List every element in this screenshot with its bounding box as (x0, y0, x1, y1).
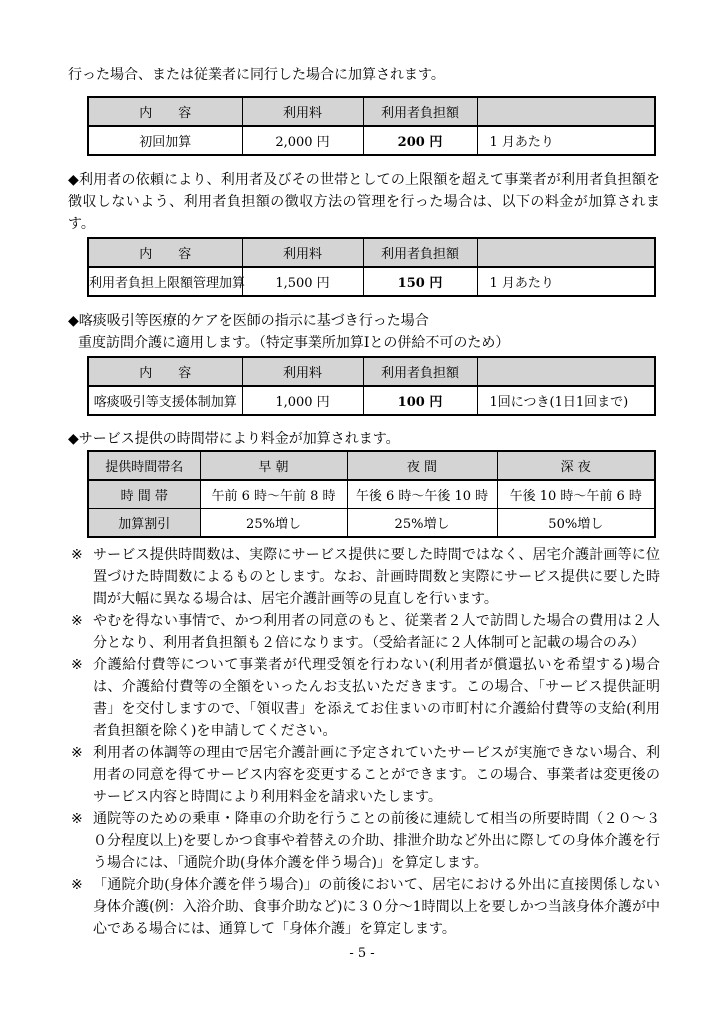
row-label-surcharge: 加算割引 (88, 509, 200, 538)
note-text: 介護給付費等について事業者が代理受領を行わない(利用者が償還払いを希望する)場合は、介護給付費等の全額をいったんお支払いただきます。この場合、「サービス提供証明書」を交付しますので、「領収書」を添えてお住まいの市町村に介護給付費等の支給(利用者負担額を除く)を申請してください。 (93, 657, 660, 739)
section-heading-upper-limit: ◆利用者の依頼により、利用者及びその世帯としての上限額を超えて事業者が利用者負担額を徴収しないよう、利用者負担額の徴収方法の管理を行った場合は、以下の料金が加算されます。 (68, 172, 660, 232)
col-header-burden: 利用者負担額 (363, 97, 477, 126)
table-header-row (88, 451, 655, 480)
cell-fee: 1,000 円 (242, 386, 363, 415)
cell-unit: 1 月あたり (477, 267, 655, 296)
cell-unit: 1 月あたり (477, 126, 655, 155)
time-band-table (87, 450, 656, 538)
cell-burden: 200 円 (363, 126, 477, 155)
col-header-burden: 利用者負担額 (363, 357, 477, 386)
section-heading-time-band: ◆サービス提供の時間帯により料金が加算されます。 (68, 431, 400, 447)
table-row (88, 386, 655, 415)
note-item (68, 742, 660, 808)
col-header-night: 深 夜 (497, 451, 655, 480)
note-marker: ※ (71, 657, 83, 673)
upper-limit-fee-table (87, 237, 656, 297)
col-header-burden: 利用者負担額 (363, 238, 477, 267)
note-marker: ※ (71, 613, 83, 629)
note-text: やむを得ない事情で、かつ利用者の同意のもと、従業者２人で訪問した場合の費用は２人分となり、利用者負担額も２倍になります。（受給者証に２人体制可と記載の場合のみ） (93, 613, 660, 651)
cell-burden: 100 円 (363, 386, 477, 415)
cell-fee: 1,500 円 (242, 267, 363, 296)
col-header-unit (477, 357, 655, 386)
table-row (88, 267, 655, 296)
col-header-unit (477, 238, 655, 267)
note-item (68, 808, 660, 874)
note-marker: ※ (71, 811, 83, 827)
section-heading-suction-line2: 重度訪問介護に適用します。（特定事業所加算Ⅰとの併給不可のため） (78, 335, 510, 351)
suction-support-fee-table (87, 356, 656, 416)
note-item (68, 874, 660, 940)
cell-content: 初回加算 (88, 126, 242, 155)
note-text: サービス提供時間数は、実際にサービス提供に要した時間ではなく、居宅介護計画等に位置づけた時間数によるものとします。なお、計画時間数と実際にサービス提供に要した時間が大幅に異なる場合は、居宅介護計画等の見直しを行います。 (93, 547, 660, 607)
note-text: 利用者の体調等の理由で居宅介護計画に予定されていたサービスが実施できない場合、利用者の同意を得てサービス内容を変更することができます。この場合、事業者は変更後のサービス内容と時間により利用料金を請求いたします。 (93, 745, 660, 805)
intro-line: 行った場合、または従業者に同行した場合に加算されます。 (68, 67, 445, 83)
corner-header: 提供時間帯名 (88, 451, 200, 480)
table-header-row (88, 357, 655, 386)
table-header-row (88, 97, 655, 126)
cell-time-morning: 午前 6 時～午前 8 時 (200, 480, 347, 509)
page-number: - 5 - (349, 946, 375, 961)
cell-time-evening: 午後 6 時～午後 10 時 (347, 480, 497, 509)
table-row-surcharge (88, 509, 655, 538)
col-header-morning: 早 朝 (200, 451, 347, 480)
initial-addition-fee-table (87, 96, 656, 156)
cell-rate-morning: 25%増し (200, 509, 347, 538)
notes-list (68, 544, 660, 940)
note-marker: ※ (71, 877, 83, 893)
note-item (68, 544, 660, 610)
col-header-fee: 利用料 (242, 357, 363, 386)
cell-burden: 150 円 (363, 267, 477, 296)
table-row-time-band (88, 480, 655, 509)
cell-fee: 2,000 円 (242, 126, 363, 155)
col-header-content: 内 容 (88, 238, 242, 267)
section-heading-suction-line1: ◆喀痰吸引等医療的ケアを医師の指示に基づき行った場合 (68, 313, 429, 329)
col-header-evening: 夜 間 (347, 451, 497, 480)
col-header-fee: 利用料 (242, 238, 363, 267)
cell-rate-night: 50%増し (497, 509, 655, 538)
table-row (88, 126, 655, 155)
col-header-content: 内 容 (88, 97, 242, 126)
table-header-row (88, 238, 655, 267)
row-label-time-band: 時 間 帯 (88, 480, 200, 509)
col-header-unit (477, 97, 655, 126)
note-item (68, 610, 660, 654)
cell-unit: 1回につき(1日1回まで) (477, 386, 655, 415)
note-marker: ※ (71, 547, 83, 563)
col-header-content: 内 容 (88, 357, 242, 386)
col-header-fee: 利用料 (242, 97, 363, 126)
cell-time-night: 午後 10 時～午前 6 時 (497, 480, 655, 509)
cell-content: 喀痰吸引等支援体制加算 (88, 386, 242, 415)
note-item (68, 654, 660, 742)
cell-rate-evening: 25%増し (347, 509, 497, 538)
note-text: 「通院介助(身体介護を伴う場合)」の前後において、居宅における外出に直接関係しない身体介護(例：入浴介助、食事介助など)に３０分～1時間以上を要しかつ当該身体介護が中心である場合には、通算して「身体介護」を算定します。 (93, 877, 660, 937)
cell-content: 利用者負担上限額管理加算 (88, 267, 242, 296)
note-text: 通院等のための乗車・降車の介助を行うことの前後に連続して相当の所要時間（２０～３０分程度以上)を要しかつ食事や着替えの介助、排泄介助など外出に際しての身体介護を行う場合には、「通院介助(身体介護を伴う場合)」を算定します。 (93, 811, 660, 871)
note-marker: ※ (71, 745, 83, 761)
